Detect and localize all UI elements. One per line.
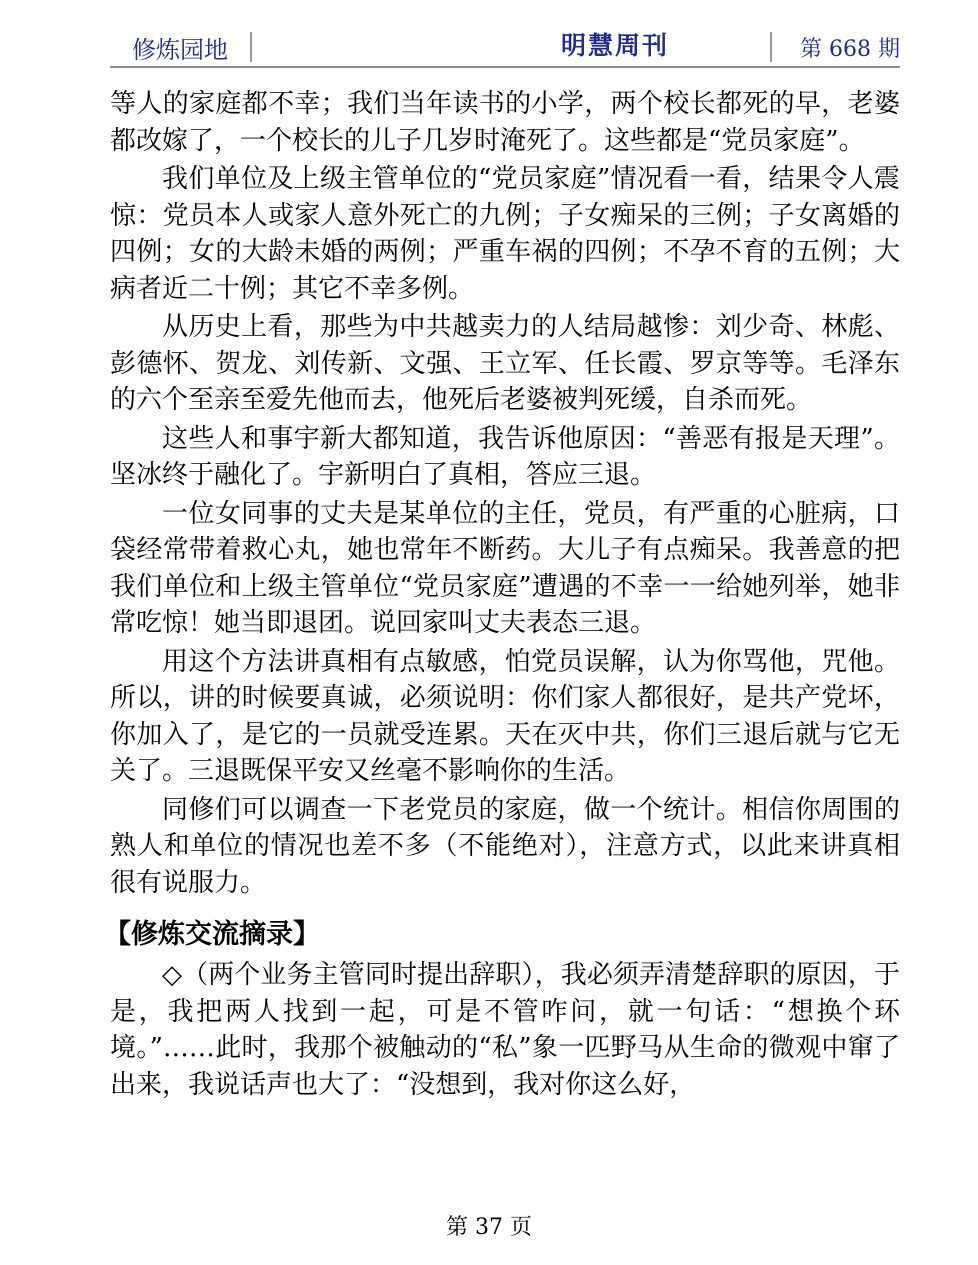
header-rule [110,66,900,68]
paragraph: 一位女同事的丈夫是某单位的主任，党员，有严重的心脏病，口袋经常带着救心丸，她也常年不断药。大儿子有点痴呆。我善意的把我们单位和上级主管单位“党员家庭”遭遇的不幸一一给她列举，她非常吃惊！她当即退团。说回家叫丈夫表态三退。 [110,498,900,638]
page-number: 第 37 页 [446,1215,532,1240]
header-separator-left [250,32,252,62]
header-publication-title: 明慧周刊 [560,31,669,60]
section-heading: 【修炼交流摘录】 [104,919,320,950]
header-issue-number: 第 668 期 [800,37,900,62]
paragraph: 等人的家庭都不幸；我们当年读书的小学，两个校长都死的早，老婆都改嫁了，一个校长的儿子几岁时淹死了。这些都是“党员家庭”。 [110,89,900,156]
page-header [110,26,900,68]
paragraph: 同修们可以调查一下老党员的家庭，做一个统计。相信你周围的熟人和单位的情况也差不多（不能绝对），注意方式，以此来讲真相很有说服力。 [110,794,900,898]
paragraph: 我们单位及上级主管单位的“党员家庭”情况看一看，结果令人震惊：党员本人或家人意外死亡的九例；子女痴呆的三例；子女离婚的四例；女的大龄未婚的两例；严重车祸的四例；不孕不育的五例；大病者近二十例；其它不幸多例。 [110,164,900,304]
article-body [104,86,900,1105]
paragraph: 这些人和事宇新大都知道，我告诉他原因：“善恶有报是天理”。坚冰终于融化了。宇新明白了真相，答应三退。 [110,423,900,490]
excerpt-paragraph: ◇（两个业务主管同时提出辞职），我必须弄清楚辞职的原因，于是，我把两人找到一起，可是不管咋问，就一句话：“想换个环境。”……此时，我那个被触动的“私”象一匹野马从生命的微观中窜了出来，我说话声也大了：“没想到，我对你这么好， [110,960,900,1100]
paragraph: 用这个方法讲真相有点敏感，怕党员误解，认为你骂他，咒他。所以，讲的时候要真诚，必须说明：你们家人都很好，是共产党坏，你加入了，是它的一员就受连累。天在灭中共，你们三退后就与它无关了。三退既保平安又丝毫不影响你的生活。 [110,646,900,786]
header-section-name: 修炼园地 [132,36,228,64]
paragraph: 从历史上看，那些为中共越卖力的人结局越惨：刘少奇、林彪、彭德怀、贺龙、刘传新、文强、王立军、任长霞、罗京等等。毛泽东的六个至亲至爱先他而去，他死后老婆被判死缓，自杀而死。 [110,312,900,415]
